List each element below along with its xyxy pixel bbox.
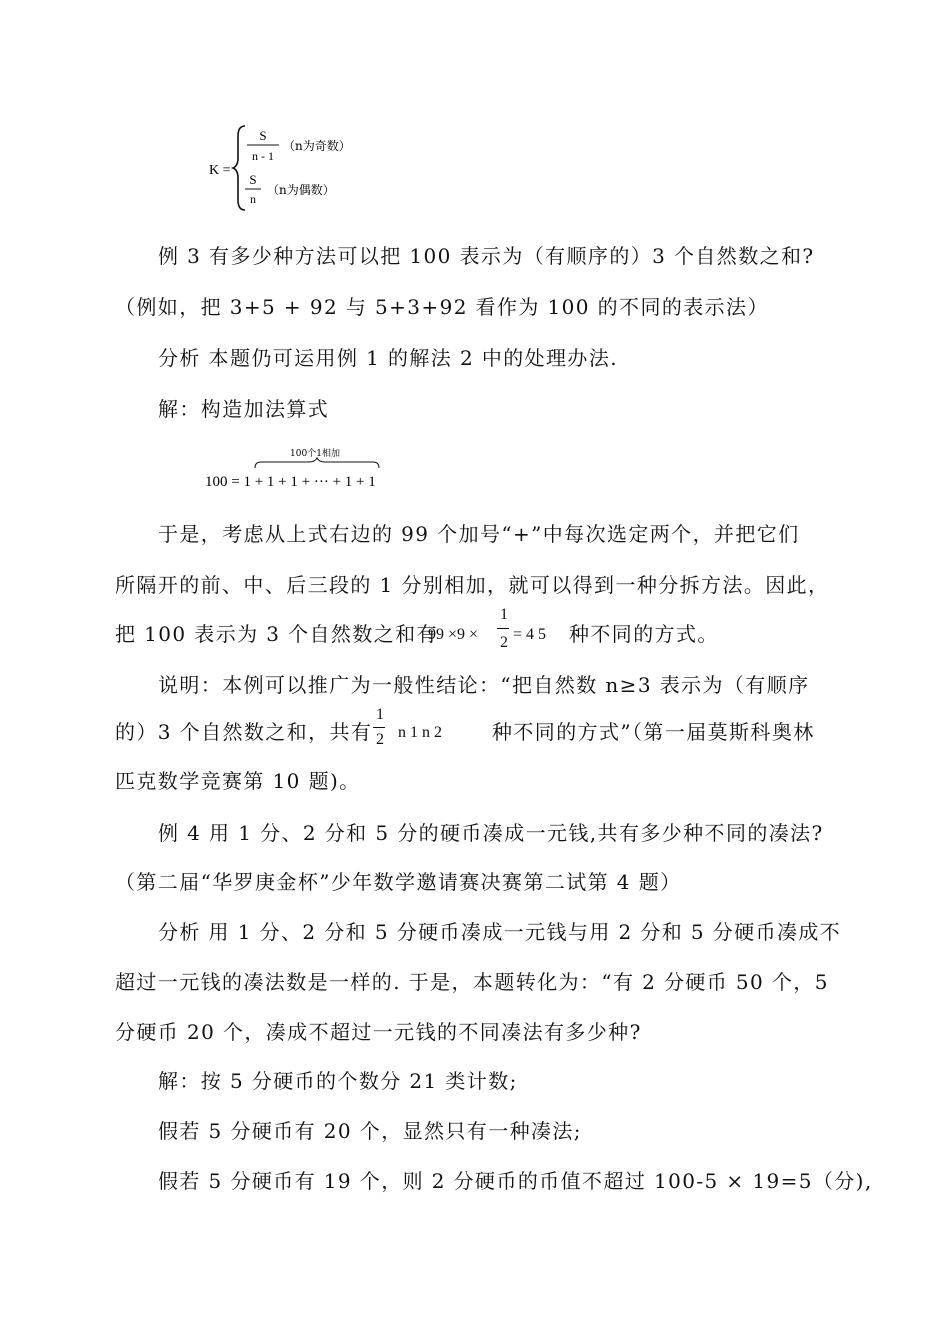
example4-analysis1: 分析 用 1 分、2 分和 5 分硬币凑成一元钱与用 2 分和 5 分硬币凑成不 [158,920,842,944]
para1-frac-den: 2 [500,634,508,651]
bottom-numerator: S [249,172,257,187]
left-brace [233,126,245,210]
bottom-denominator: n [250,192,256,206]
note-frac-den: 2 [376,731,384,748]
para1-frac-bar [497,628,509,629]
note-formula: n 1 n 2 [398,724,442,741]
note-line1: 说明：本例可以推广为一般性结论：“把自然数 n≥3 表示为（有顺序 [158,673,810,697]
top-denominator: n - 1 [252,149,274,163]
para1-formula: 99 ×9 × [428,626,479,643]
formula-lhs: K = [209,163,231,178]
example4-sol2: 假若 5 分硬币有 20 个，显然只有一种凑法; [158,1119,582,1143]
brace-label: 100个1相加 [290,449,340,459]
para1-line1: 于是，考虑从上式右边的 99 个加号“+”中每次选定两个，并把它们 [158,522,800,546]
note-frac-num: 1 [376,706,384,723]
note-line2-a: 的）3 个自然数之和，共有 [115,720,373,744]
bottom-condition: （n为偶数） [267,183,335,197]
note-line3: 匹克数学竞赛第 10 题)。 [115,769,361,793]
example4-analysis2: 超过一元钱的凑法数是一样的. 于是，本题转化为：“有 2 分硬币 50 个，5 [115,970,829,994]
example3-line2: （例如，把 3+5 + 92 与 5+3+92 看作为 100 的不同的表示法） [115,295,769,319]
piecewise-formula [205,118,405,218]
para1-line2: 所隔开的前、中、后三段的 1 分别相加，就可以得到一种分拆方法。因此， [115,573,830,597]
example4-analysis3: 分硬币 20 个，凑成不超过一元钱的不同凑法有多少种? [115,1020,642,1044]
para1-frac-num: 1 [500,606,508,623]
top-condition: （n为奇数） [283,139,351,153]
example3-solution: 解：构造加法算式 [158,397,330,421]
note-line2-b: 种不同的方式”（第一届莫斯科奥林 [492,720,815,744]
sum-formula [203,446,393,494]
example4-sol3: 假若 5 分硬币有 19 个，则 2 分硬币的币值不超过 100-5 × 19=5（分), [158,1169,873,1193]
example3-analysis: 分析 本题仍可运用例 1 的解法 2 中的处理办法. [158,346,618,370]
example3-line1: 例 3 有多少种方法可以把 100 表示为（有顺序的）3 个自然数之和? [158,244,815,268]
example4-line2: （第二届“华罗庚金杯”少年数学邀请赛决赛第二试第 4 题） [115,870,682,894]
example4-line1: 例 4 用 1 分、2 分和 5 分的硬币凑成一元钱,共有多少种不同的凑法? [158,821,824,845]
para1-line3-b: 种不同的方式。 [569,622,719,646]
sum-expression: 100 = 1 + 1 + 1 + ··· + 1 + 1 [205,474,376,490]
top-numerator: S [259,128,267,143]
para1-line3-a: 把 100 表示为 3 个自然数之和有 [115,622,438,646]
para1-eq: = 4 5 [513,626,547,643]
note-frac-bar [373,727,385,728]
overbrace [255,458,379,468]
example4-sol1: 解：按 5 分硬币的个数分 21 类计数; [158,1069,518,1093]
